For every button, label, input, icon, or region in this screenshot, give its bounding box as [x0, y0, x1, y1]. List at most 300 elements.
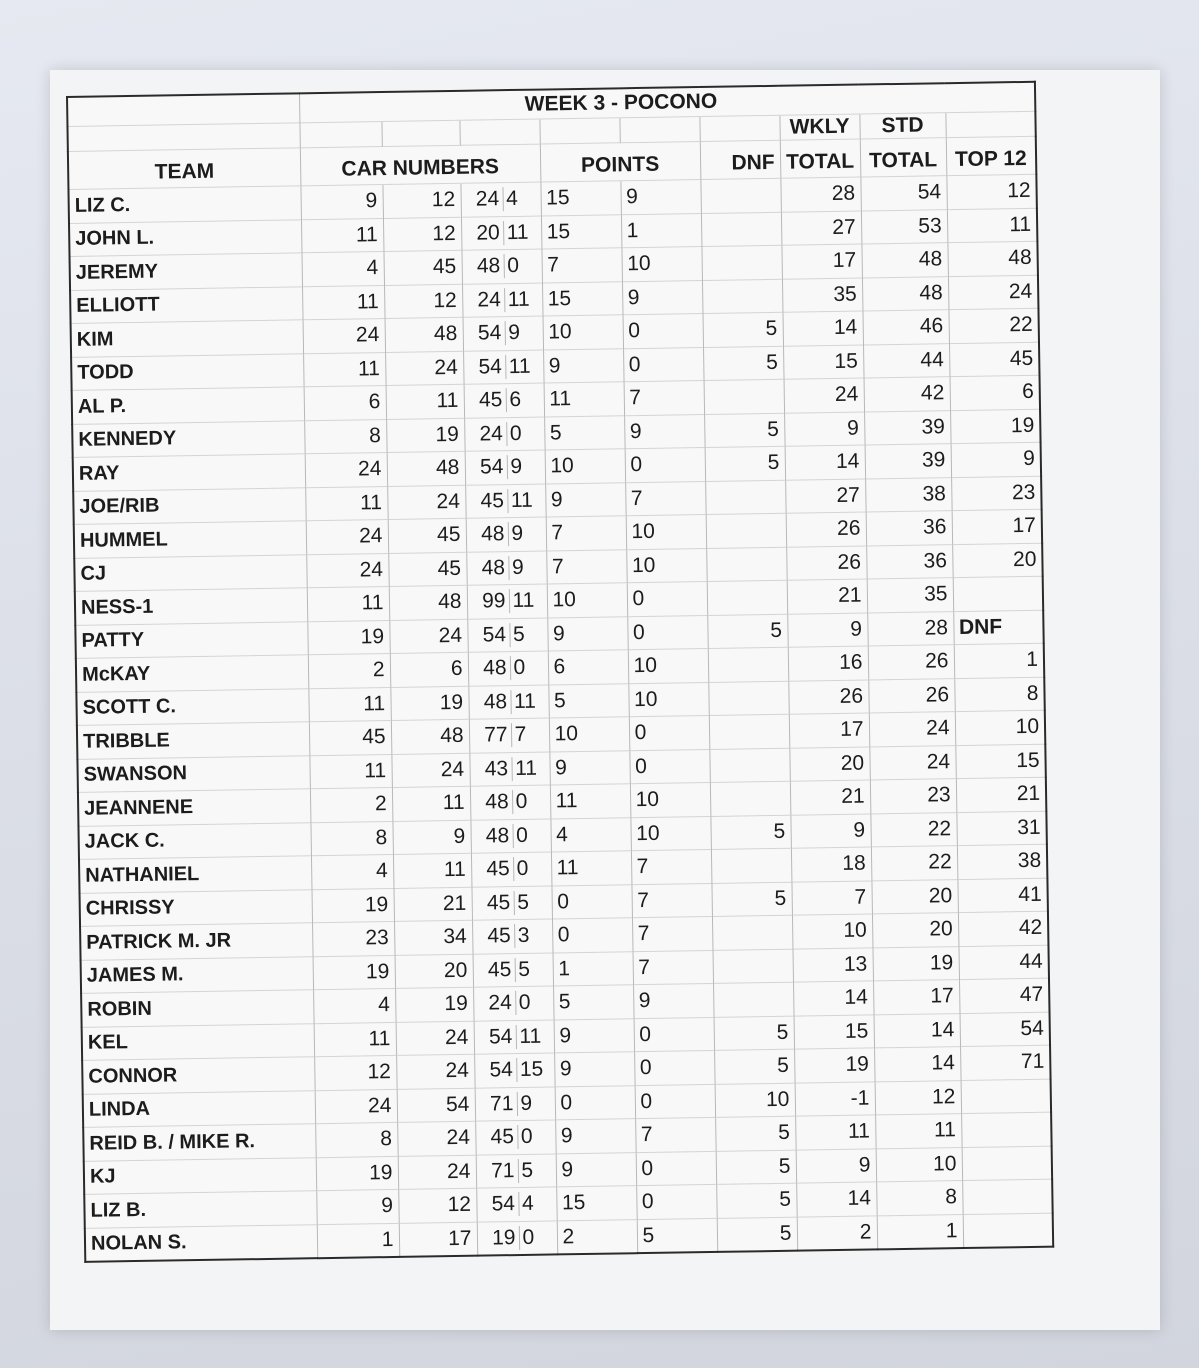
car-number: 45	[383, 250, 462, 285]
car-number: 24	[479, 421, 504, 446]
standings-total: 44	[863, 343, 950, 378]
std-header: STD	[859, 113, 945, 139]
car-number-pair	[466, 551, 547, 586]
car-number: 0	[506, 421, 544, 446]
points: 0	[551, 884, 632, 919]
car-number: 45	[487, 957, 512, 982]
top12-value: 21	[956, 777, 1047, 812]
dnf-value	[705, 480, 786, 515]
car-number: 8	[315, 1122, 398, 1157]
car-number-pair	[473, 952, 554, 987]
points: 7	[624, 381, 705, 416]
points: 9	[545, 482, 626, 517]
car-number: 11	[505, 354, 543, 379]
top12-value: 20	[952, 543, 1043, 578]
dnf-value: 5	[705, 446, 786, 481]
car-number: 0	[513, 857, 551, 882]
team-name: JOE/RIB	[73, 487, 305, 524]
dnf-value: 10	[715, 1083, 796, 1118]
car-number-pair	[465, 450, 546, 485]
points: 15	[542, 281, 623, 316]
dnf-value	[706, 513, 787, 548]
weekly-total: 26	[786, 545, 867, 580]
top12-value: 47	[959, 978, 1050, 1013]
car-number: 24	[315, 1089, 398, 1124]
weekly-total: 21	[790, 780, 871, 815]
car-number-pair	[469, 751, 550, 786]
points: 7	[631, 883, 712, 918]
top12-value: 31	[956, 811, 1047, 846]
car-number: 11	[303, 352, 386, 387]
car-number: 5	[514, 957, 552, 982]
weekly-total: 14	[793, 981, 874, 1016]
team-name: NOLAN S.	[85, 1224, 318, 1262]
points: 9	[633, 983, 714, 1018]
points: 9	[554, 1052, 635, 1087]
top12-value: DNF	[953, 610, 1044, 645]
points: 11	[551, 851, 632, 886]
team-name: LIZ C.	[68, 186, 300, 223]
dnf-value	[712, 915, 793, 950]
top12-value: 42	[958, 911, 1049, 946]
dnf-value	[708, 681, 789, 716]
standings-total: 36	[866, 511, 953, 546]
points: 10	[549, 717, 630, 752]
dnf-value: 5	[717, 1217, 798, 1252]
car-number: 11	[515, 1024, 553, 1049]
weekly-total: 17	[789, 713, 870, 748]
dnf-value: 5	[716, 1183, 797, 1218]
weekly-total: 14	[796, 1182, 877, 1217]
car-number-pair	[476, 1153, 557, 1188]
car-number: 11	[301, 218, 384, 253]
dnf-value	[710, 781, 791, 816]
weekly-total: 15	[794, 1014, 875, 1049]
car-number: 0	[512, 823, 550, 848]
car-numbers-header: CAR NUMBERS	[300, 144, 541, 186]
team-name: CJ	[74, 554, 306, 591]
weekly-total: 27	[785, 478, 866, 513]
car-number: 48	[483, 656, 507, 680]
team-name: AL P.	[72, 387, 304, 424]
points: 15	[541, 214, 622, 249]
car-number: 11	[392, 786, 471, 821]
points: 10	[621, 247, 702, 282]
car-number: 19	[395, 987, 474, 1022]
top12-value: 10	[955, 710, 1046, 745]
points: 0	[552, 918, 633, 953]
weekly-total: 18	[791, 847, 872, 882]
car-number: 71	[490, 1158, 515, 1183]
car-number: 45	[388, 552, 467, 587]
car-number: 48	[385, 317, 464, 352]
dnf-value	[713, 982, 794, 1017]
car-number: 0	[518, 1225, 556, 1250]
standings-total: 24	[869, 712, 956, 747]
dnf-value	[707, 580, 788, 615]
dnf-value	[702, 279, 783, 314]
car-number: 11	[386, 384, 465, 419]
car-number-pair	[474, 1053, 555, 1088]
points-header: POINTS	[540, 142, 701, 183]
dnf-value	[711, 848, 792, 883]
car-number: 45	[478, 388, 503, 412]
car-number: 4	[518, 1192, 556, 1217]
weekly-total: -1	[795, 1081, 876, 1116]
dnf-value	[701, 212, 782, 247]
team-name: JACK C.	[78, 822, 310, 859]
top12-value: 12	[946, 174, 1037, 209]
car-number: 45	[490, 1125, 515, 1149]
car-number: 11	[309, 754, 392, 789]
points: 9	[624, 414, 705, 449]
car-number-pair	[461, 249, 542, 284]
points: 10	[630, 782, 711, 817]
standings-total: 8	[876, 1181, 963, 1216]
car-number: 15	[516, 1058, 554, 1083]
standings-total: 26	[868, 645, 955, 680]
team-name: PATTY	[75, 621, 307, 658]
standings-total: 53	[861, 209, 948, 244]
team-name: TODD	[71, 353, 303, 390]
team-name: SCOTT C.	[76, 688, 308, 725]
points: 0	[634, 1017, 715, 1052]
wkly-header: WKLY	[779, 114, 859, 140]
dnf-value: 5	[703, 346, 784, 381]
weekly-total: 35	[782, 278, 863, 313]
top12-value: 6	[950, 375, 1041, 410]
weekly-total: 9	[790, 813, 871, 848]
points: 9	[547, 616, 628, 651]
car-number: 0	[509, 656, 547, 681]
weekly-total: 17	[781, 244, 862, 279]
top12-value: 24	[948, 275, 1039, 310]
car-number-pair	[476, 1187, 557, 1222]
car-number: 24	[475, 187, 500, 211]
car-number: 6	[505, 388, 543, 413]
car-number: 11	[307, 586, 390, 621]
standings-total: 17	[873, 980, 960, 1015]
dnf-value: 5	[704, 413, 785, 448]
top12-value: 23	[951, 476, 1042, 511]
car-number: 54	[488, 1024, 513, 1049]
car-number: 48	[480, 522, 505, 546]
points: 0	[623, 314, 704, 349]
top12-value	[961, 1112, 1052, 1147]
car-number: 2	[308, 653, 391, 688]
car-number: 24	[387, 485, 466, 520]
car-number: 9	[516, 1091, 554, 1116]
team-name: KEL	[82, 1023, 314, 1060]
points: 7	[633, 950, 714, 985]
car-number-pair	[460, 182, 541, 217]
car-number: 54	[397, 1088, 476, 1123]
standings-total: 20	[871, 879, 958, 914]
car-number: 11	[305, 486, 388, 521]
car-number-pair	[477, 1220, 558, 1255]
car-number: 0	[517, 1125, 555, 1150]
car-number: 21	[393, 887, 472, 922]
standings-page	[66, 81, 1054, 1263]
team-name: REID B. / MIKE R.	[83, 1124, 315, 1161]
top12-value: 17	[952, 509, 1043, 544]
car-number: 43	[484, 756, 509, 781]
car-number: 8	[310, 821, 393, 856]
car-number: 48	[485, 823, 510, 848]
car-number: 9	[506, 455, 544, 480]
points: 0	[555, 1085, 636, 1120]
car-number-pair	[464, 383, 545, 418]
car-number: 11	[511, 756, 549, 781]
points: 9	[549, 750, 630, 785]
weekly-total: 9	[784, 412, 865, 447]
car-number-pair	[467, 618, 548, 653]
top12-value: 9	[951, 442, 1042, 477]
points: 9	[556, 1152, 637, 1187]
car-number: 24	[389, 619, 468, 654]
team-name: CONNOR	[82, 1057, 314, 1094]
car-number: 4	[301, 252, 384, 287]
car-number: 54	[489, 1058, 514, 1082]
team-name: LIZ B.	[84, 1191, 316, 1228]
car-number-pair	[470, 785, 551, 820]
standings-total: 11	[875, 1114, 962, 1149]
dnf-value: 5	[707, 614, 788, 649]
car-number: 24	[391, 753, 470, 788]
car-number: 24	[306, 553, 389, 588]
standings-total: 39	[864, 410, 951, 445]
std-total-header: TOTAL	[860, 138, 947, 177]
points: 9	[622, 280, 703, 315]
points: 9	[543, 348, 624, 383]
car-number: 24	[306, 519, 389, 554]
car-number: 5	[517, 1158, 555, 1183]
weekly-total: 26	[788, 679, 869, 714]
points: 0	[636, 1151, 717, 1186]
car-number: 24	[398, 1155, 477, 1190]
team-name: JEANNENE	[78, 789, 310, 826]
points: 9	[555, 1119, 636, 1154]
car-number-pair	[473, 986, 554, 1021]
points: 0	[629, 749, 710, 784]
car-number: 24	[396, 1054, 475, 1089]
car-number: 34	[394, 920, 473, 955]
points: 5	[544, 415, 625, 450]
car-number: 24	[396, 1021, 475, 1056]
top12-value	[963, 1213, 1054, 1248]
points: 7	[546, 549, 627, 584]
team-name: ROBIN	[81, 990, 313, 1027]
car-number: 48	[483, 689, 508, 714]
team-name: SWANSON	[77, 755, 309, 792]
car-number: 11	[393, 853, 472, 888]
car-number: 12	[398, 1188, 477, 1223]
standings-total: 10	[876, 1147, 963, 1182]
standings-total: 26	[868, 678, 955, 713]
car-number-pair	[463, 316, 544, 351]
car-number: 99	[481, 589, 506, 613]
top12-value	[953, 576, 1044, 611]
car-number-pair	[468, 651, 549, 686]
car-number: 4	[502, 187, 540, 212]
standings-total: 48	[861, 243, 948, 278]
car-number: 9	[300, 185, 383, 220]
car-number-pair	[468, 684, 549, 719]
car-number: 54	[482, 622, 507, 647]
car-number: 45	[388, 518, 467, 553]
team-name: PATRICK M. JR	[80, 923, 312, 960]
dnf-value: 5	[714, 1049, 795, 1084]
car-number-pair	[467, 584, 548, 619]
car-number: 5	[509, 622, 547, 647]
points: 0	[627, 615, 708, 650]
car-number-pair	[470, 818, 551, 853]
car-number-pair	[465, 484, 546, 519]
standings-total: 48	[862, 276, 949, 311]
car-number: 9	[504, 321, 542, 346]
car-number: 45	[480, 488, 505, 513]
points: 0	[625, 448, 706, 483]
car-number: 19	[386, 418, 465, 453]
standings-total: 35	[867, 578, 954, 613]
team-name: TRIBBLE	[77, 722, 309, 759]
weekly-total: 14	[785, 445, 866, 480]
team-name: KENNEDY	[72, 420, 304, 457]
top12-value: 19	[950, 409, 1041, 444]
standings-total: 38	[865, 477, 952, 512]
car-number: 48	[389, 585, 468, 620]
car-number: 19	[307, 620, 390, 655]
car-number: 24	[477, 287, 501, 312]
car-number: 8	[304, 419, 387, 454]
points: 6	[548, 650, 629, 685]
standings-total: 23	[870, 779, 957, 814]
standings-table	[66, 81, 1054, 1263]
car-number: 19	[313, 955, 396, 990]
points: 11	[544, 382, 625, 417]
team-header: TEAM	[68, 148, 301, 190]
standings-total: 19	[872, 946, 959, 981]
standings-total: 42	[864, 377, 951, 412]
car-number: 9	[316, 1189, 399, 1224]
car-number: 48	[391, 719, 470, 754]
standings-total: 46	[862, 310, 949, 345]
standings-body	[67, 82, 1053, 1262]
weekly-total: 19	[794, 1048, 875, 1083]
car-number: 20	[395, 954, 474, 989]
car-number: 71	[489, 1091, 514, 1116]
dnf-value: 5	[715, 1116, 796, 1151]
standings-total: 28	[867, 611, 954, 646]
car-number: 45	[486, 890, 511, 915]
team-name: CHRISSY	[80, 889, 312, 926]
top12-value: 54	[960, 1012, 1051, 1047]
points: 5	[548, 683, 629, 718]
points: 7	[635, 1117, 716, 1152]
car-number: 7	[510, 723, 548, 748]
car-number: 11	[508, 589, 546, 614]
car-number: 12	[384, 284, 463, 319]
top12-value	[962, 1146, 1053, 1181]
weekly-total: 21	[787, 579, 868, 614]
weekly-total: 26	[786, 512, 867, 547]
points: 10	[543, 315, 624, 350]
points: 9	[554, 1018, 635, 1053]
car-number: 12	[382, 183, 461, 218]
weekly-total: 13	[792, 947, 873, 982]
car-number: 11	[504, 287, 542, 312]
weekly-total: 15	[783, 345, 864, 380]
car-number-pair	[475, 1120, 556, 1155]
weekly-total: 11	[795, 1115, 876, 1150]
car-number: 11	[503, 220, 541, 245]
points: 0	[636, 1184, 717, 1219]
car-number: 2	[310, 787, 393, 822]
car-number: 0	[503, 254, 541, 279]
car-number: 54	[479, 455, 504, 479]
car-number: 77	[484, 723, 508, 747]
car-number: 48	[476, 254, 501, 278]
dnf-header: DNF	[700, 140, 781, 179]
top12-value: 1	[954, 643, 1045, 678]
top12-value: 71	[960, 1045, 1051, 1080]
top12-header: TOP 12	[946, 136, 1037, 175]
standings-total: 22	[871, 846, 958, 881]
car-number: 48	[481, 555, 506, 580]
weekly-total: 14	[783, 311, 864, 346]
car-number: 12	[314, 1055, 397, 1090]
dnf-value: 5	[703, 312, 784, 347]
points: 7	[625, 481, 706, 516]
top12-value: 15	[955, 744, 1046, 779]
points: 9	[620, 180, 701, 215]
car-number: 11	[510, 689, 548, 714]
points: 10	[626, 515, 707, 550]
car-number: 9	[392, 820, 471, 855]
top12-value: 38	[957, 844, 1048, 879]
standings-total: 36	[866, 544, 953, 579]
standings-total: 24	[869, 745, 956, 780]
top12-value	[962, 1179, 1053, 1214]
car-number: 19	[491, 1225, 516, 1250]
car-number: 6	[390, 652, 469, 687]
team-name: LINDA	[83, 1090, 315, 1127]
team-name: NATHANIEL	[79, 856, 311, 893]
weekly-total: 27	[781, 211, 862, 246]
points: 10	[547, 583, 628, 618]
points: 10	[545, 449, 626, 484]
top12-value: 48	[947, 241, 1038, 276]
standings-total: 20	[872, 913, 959, 948]
points: 2	[557, 1219, 638, 1254]
points: 4	[550, 817, 631, 852]
car-number: 19	[390, 686, 469, 721]
car-number-pair	[474, 1019, 555, 1054]
car-number: 9	[508, 555, 546, 580]
points: 0	[635, 1084, 716, 1119]
points: 1	[621, 213, 702, 248]
car-number: 23	[312, 921, 395, 956]
car-number: 24	[305, 453, 388, 488]
car-number: 11	[507, 488, 545, 513]
car-number: 3	[514, 924, 552, 949]
team-name: HUMMEL	[74, 521, 306, 558]
dnf-value	[708, 647, 789, 682]
points: 11	[550, 784, 631, 819]
team-name: ELLIOTT	[70, 286, 302, 323]
wkly-total-header: TOTAL	[780, 139, 861, 178]
car-number: 45	[487, 924, 511, 948]
